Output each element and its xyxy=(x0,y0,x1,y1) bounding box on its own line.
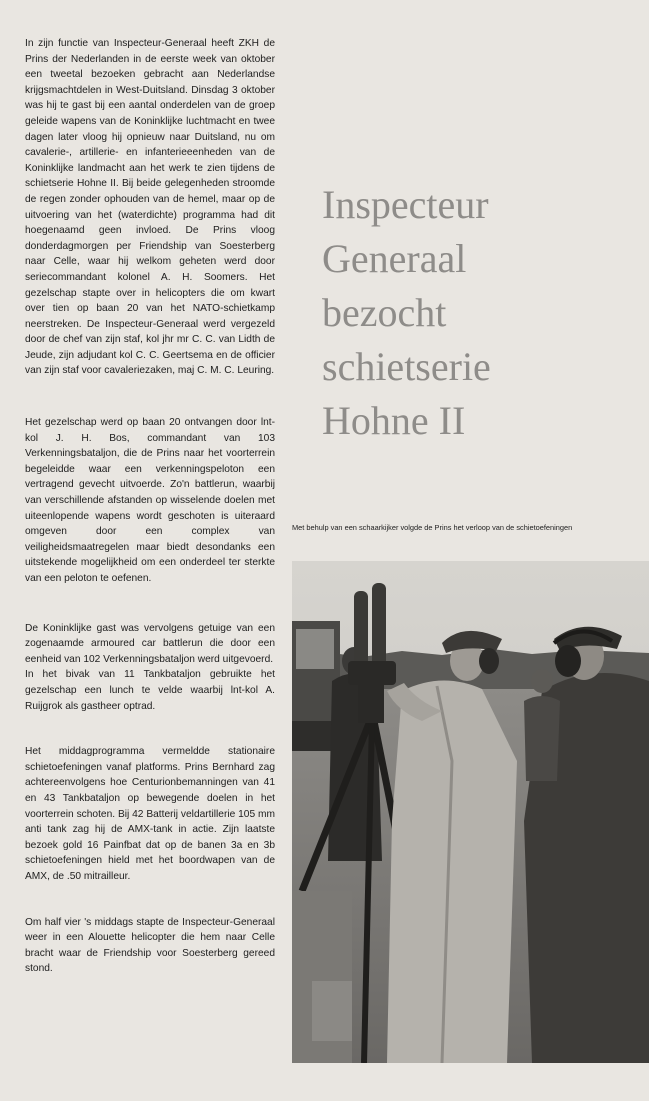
title-line-2: Generaal xyxy=(322,236,467,281)
article-paragraph-intro: In zijn functie van Inspecteur-Generaal heeft ZKH de Prins der Nederlanden in de eerste week van oktober een tweetal bezoeken gebracht aan Nederlandse krijgsmachtdelen in West-Duitsland. Dinsdag 3 oktober was hij te gast bij een aantal onderdelen van de groep geleide wapens van de Koninklijke luchtmacht en twee dagen later vloog hij opnieuw naar Duitsland, nu om cavalerie-, artillerie- en infanterieeenheden van de Koninklijke landmacht aan het werk te zien tijdens de schietserie Hohne II. Bij beide gelegenheden stroomde de regen zonder ophouden van de hemel, maar op de uitvoering van het (waterdichte) programma had dit hoegenaamd geen invloed. De Prins vloog donderdagmorgen per Friendship van Soesterberg naar Celle, waar hij welkom geheten werd door seriecommandant kolonel A. H. Soomers. Het gezelschap stapte over in helicopters die om kwart over tien op baan 20 van het NATO-schietkamp neerstreken. De Inspecteur-Generaal werd vergezeld door de chef van zijn staf, kol jhr mr C. C. van Lidth de Jeude, zijn adjudant kol C. C. Geertsema en de officier van zijn staf voor cavaleriezaken, maj C. M. C. Leuring. xyxy=(25,38,275,377)
article-paragraph-lunch: In het bivak van 11 Tankbataljon gebruikte het gezelschap een lunch te velde waarbij lnt-kol A. Ruijgrok als gastheer optrad. xyxy=(25,669,275,712)
article-paragraph-departure: Om half vier 's middags stapte de Inspecteur-Generaal weer in een Alouette helicopter die hem naar Celle bracht waar de Friendship voor Soesterberg gereed stond. xyxy=(25,916,275,975)
article-paragraph-reception: Het gezelschap werd op baan 20 ontvangen door lnt-kol J. H. Bos, commandant van 103 Verkenningsbataljon, die de Prins naar het voorterrein begeleidde waar een verkenningspeloton een vertragend gevecht uitvoerde. Zo'n battlerun, waarbij van verschillende afstanden op wisselende doelen met uiteenlopende wapens wordt geschoten is uiteraard omgeven door een complex van veiligheidsmaatregelen maar biedt desondanks een uitstekende mogelijkheid om een onderdeel ter sterkte van een peloton te oefenen. xyxy=(25,417,275,584)
title-line-1: Inspecteur xyxy=(322,182,489,227)
photo-prince-with-rangefinder xyxy=(292,561,649,1063)
article-title xyxy=(322,178,622,448)
article-body xyxy=(25,36,275,1005)
title-line-5: Hohne II xyxy=(322,398,466,443)
photo-caption: Met behulp van een schaarkijker volgde de Prins het verloop van de schietoefeningen xyxy=(292,523,573,532)
title-line-3: bezocht xyxy=(322,290,447,335)
article-paragraph-afternoon: Het middagprogramma vermeldde stationaire schietoefeningen vanaf platforms. Prins Bernhard zag achtereenvolgens hoe Centurionbemanningen van 41 en 43 Tankbataljon op bewegende doelen in het voorterrein schoten. Bij 42 Batterij veldartillerie 105 mm anti tank zag hij de AMX-tank in actie. Zijn laatste bezoek gold 16 Painfbat dat op de banen 3a en 3b schietoefeningen hield met het boordwapen van de AMX, de .50 mitrailleur. xyxy=(25,746,275,882)
title-line-4: schietserie xyxy=(322,344,491,389)
article-paragraph-battlerun: De Koninklijke gast was vervolgens getuige van een zogenaamde armoured car battlerun die door een eenheid van 102 Verkenningsbataljon werd uitgevoerd. xyxy=(25,622,275,665)
